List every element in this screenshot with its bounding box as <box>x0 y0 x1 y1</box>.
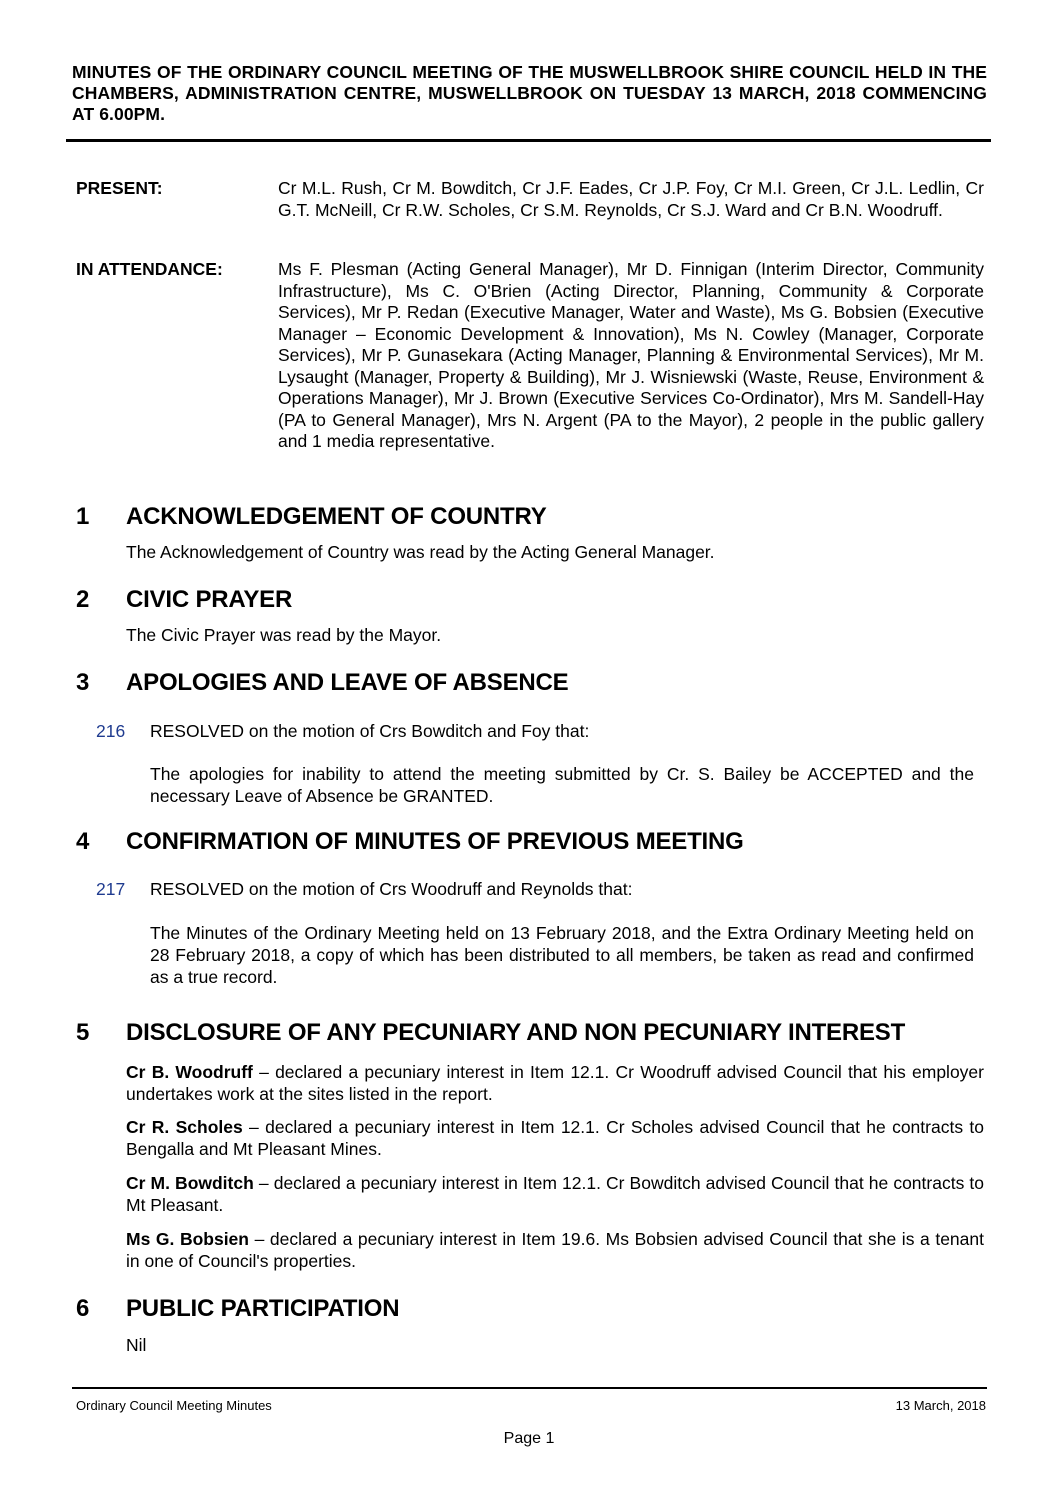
resolution-number: 217 <box>96 879 126 899</box>
footer-date: 13 March, 2018 <box>895 1398 986 1413</box>
minutes-heading: MINUTES OF THE ORDINARY COUNCIL MEETING OF THE MUSWELLBROOK SHIRE COUNCIL HELD IN THE CHAMBERS, ADMINISTRATION CENTRE, MUSWELLBROOK ON TUESDAY 13 MARCH, 2018 COMMENCING AT 6.00PM. <box>72 62 987 124</box>
present-label: PRESENT: <box>76 178 163 198</box>
section-title: ACKNOWLEDGEMENT OF COUNTRY <box>126 503 547 530</box>
section-title: PUBLIC PARTICIPATION <box>126 1295 400 1322</box>
disclosure-name: Cr M. Bowditch <box>126 1173 254 1193</box>
section-3-body: The apologies for inability to attend the meeting submitted by Cr. S. Bailey be ACCEPTED and the necessary Leave of Absence be GRANTED. <box>150 764 974 806</box>
page-number: Page 1 <box>503 1430 555 1447</box>
disclosure-name: Cr R. Scholes <box>126 1117 243 1137</box>
section-4-body: The Minutes of the Ordinary Meeting held on 13 February 2018, and the Extra Ordinary Meeting held on 28 February 2018, a copy of which has been distributed to all members, be taken as read and confirmed as a true record. <box>150 923 974 987</box>
section-number: 1 <box>76 503 90 530</box>
section-2-body: The Civic Prayer was read by the Mayor. <box>126 625 442 645</box>
disclosure-item <box>126 1116 984 1160</box>
section-title: DISCLOSURE OF ANY PECUNIARY AND NON PECUNIARY INTEREST <box>126 1019 906 1046</box>
disclosure-text: – declared a pecuniary interest in Item 12.1. Cr Woodruff advised Council that his employer undertakes work at the sites listed in the report. <box>126 1062 984 1104</box>
section-6-body: Nil <box>126 1335 147 1355</box>
section-number: 3 <box>76 669 90 696</box>
section-number: 4 <box>76 828 90 855</box>
section-number: 5 <box>76 1019 90 1046</box>
section-number: 6 <box>76 1295 90 1322</box>
in-attendance-label: IN ATTENDANCE: <box>76 259 223 279</box>
disclosure-text: – declared a pecuniary interest in Item 19.6. Ms Bobsien advised Council that she is a tenant in one of Council's properties. <box>126 1229 984 1271</box>
section-title: CIVIC PRAYER <box>126 586 293 613</box>
disclosure-name: Ms G. Bobsien <box>126 1229 249 1249</box>
section-1-body: The Acknowledgement of Country was read by the Acting General Manager. <box>126 542 715 562</box>
disclosure-text: – declared a pecuniary interest in Item 12.1. Cr Scholes advised Council that he contracts to Bengalla and Mt Pleasant Mines. <box>126 1117 984 1159</box>
resolution-statement: RESOLVED on the motion of Crs Bowditch and Foy that: <box>150 721 590 741</box>
disclosure-name: Cr B. Woodruff <box>126 1062 253 1082</box>
present-list: Cr M.L. Rush, Cr M. Bowditch, Cr J.F. Eades, Cr J.P. Foy, Cr M.I. Green, Cr J.L. Ledlin, Cr G.T. McNeill, Cr R.W. Scholes, Cr S.M. Reynolds, Cr S.J. Ward and Cr B.N. Woodruff. <box>278 178 984 220</box>
heading-divider <box>66 139 991 142</box>
section-number: 2 <box>76 586 90 613</box>
footer-document-title: Ordinary Council Meeting Minutes <box>76 1398 272 1413</box>
section-title: APOLOGIES AND LEAVE OF ABSENCE <box>126 669 569 696</box>
resolution-statement: RESOLVED on the motion of Crs Woodruff and Reynolds that: <box>150 879 633 899</box>
disclosure-text: – declared a pecuniary interest in Item 12.1. Cr Bowditch advised Council that he contracts to Mt Pleasant. <box>126 1173 985 1215</box>
disclosure-item <box>126 1061 984 1105</box>
in-attendance-list: Ms F. Plesman (Acting General Manager), Mr D. Finnigan (Interim Director, Community Infrastructure), Ms C. O'Brien (Acting Director, Planning, Community & Corporate Services), Mr P. Redan (Executive Manager, Water and Waste), Ms G. Bobsien (Executive Manager – Economic Development & Innovation), Ms N. Cowley (Manager, Corporate Services), Mr P. Gunasekara (Acting Manager, Planning & Environmental Services), Mr M. Lysaught (Manager, Property & Building), Mr J. Wisniewski (Waste, Reuse, Environment & Operations Manager), Mr J. Brown (Executive Services Co-Ordinator), Mrs M. Sandell-Hay (PA to General Manager), Mrs N. Argent (PA to the Mayor), 2 people in the public gallery and 1 media representative. <box>278 259 984 451</box>
disclosure-item <box>126 1228 984 1272</box>
footer-divider <box>72 1387 987 1389</box>
resolution-number: 216 <box>96 721 126 741</box>
section-title: CONFIRMATION OF MINUTES OF PREVIOUS MEETING <box>126 828 744 855</box>
disclosure-item <box>126 1172 984 1216</box>
